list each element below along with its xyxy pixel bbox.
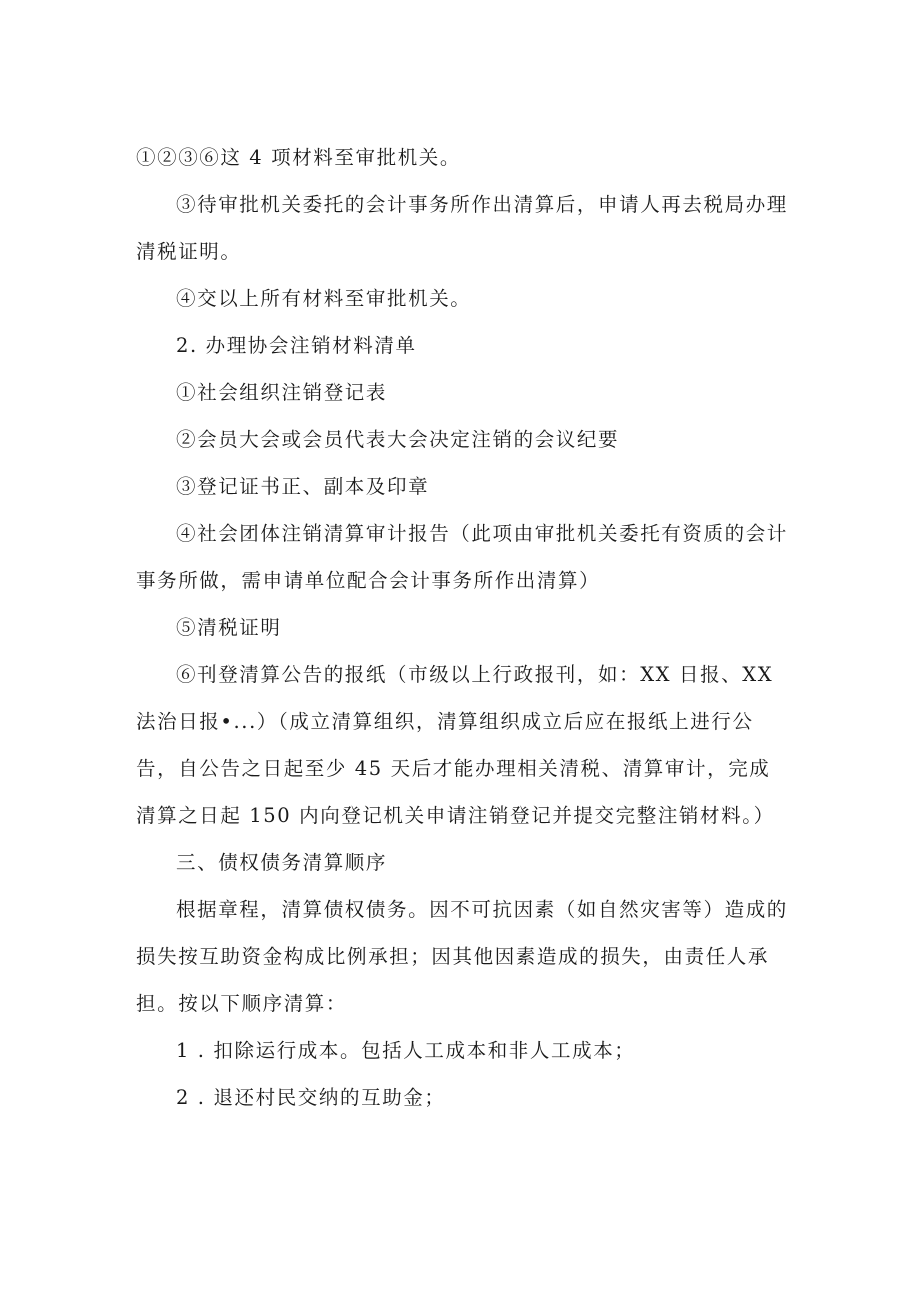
paragraph-submit-all: ④交以上所有材料至审批机关。 bbox=[176, 287, 472, 310]
paragraph-settlement-rules: 根据章程，清算债权债务。因不可抗因素（如自然灾害等）造成的损失按互助资金构成比例承担；因其他因素造成的损失，由责任人承担。按以下顺序清算： bbox=[136, 898, 788, 1015]
list-item-tax-certificate: ⑤清税证明 bbox=[176, 616, 282, 639]
list-item-operating-costs: 1 . 扣除运行成本。包括人工成本和非人工成本； bbox=[176, 1039, 636, 1062]
section-heading-debt-order: 三、债权债务清算顺序 bbox=[176, 851, 388, 874]
list-item-certificate-seal: ③登记证书正、副本及印章 bbox=[176, 475, 430, 498]
list-item-refund-funds: 2 . 退还村民交纳的互助金； bbox=[176, 1086, 446, 1109]
paragraph-materials-submit: ①②③⑥这 4 项材料至审批机关。 bbox=[136, 146, 462, 169]
list-item-registration-form: ①社会组织注销登记表 bbox=[176, 381, 388, 404]
list-item-audit-report: ④社会团体注销清算审计报告（此项由审批机关委托有资质的会计事务所做，需申请单位配合会计事务所作出清算） bbox=[136, 522, 788, 592]
list-item-meeting-minutes: ②会员大会或会员代表大会决定注销的会议纪要 bbox=[176, 428, 620, 451]
section-heading-materials-list: 2. 办理协会注销材料清单 bbox=[176, 334, 417, 357]
paragraph-tax-clearance-step: ③待审批机关委托的会计事务所作出清算后，申请人再去税局办理清税证明。 bbox=[136, 193, 788, 263]
list-item-newspaper-notice: ⑥刊登清算公告的报纸（市级以上行政报刊，如：XX 日报、XX 法治日报•...）（成立清算组织，清算组织成立后应在报纸上进行公告，自公告之日起至少 45 天后才能办理相关清税、清算审计，完成清算之日起 150 内向登记机关申请注销登记并提交完整注销材料。） bbox=[136, 663, 775, 827]
